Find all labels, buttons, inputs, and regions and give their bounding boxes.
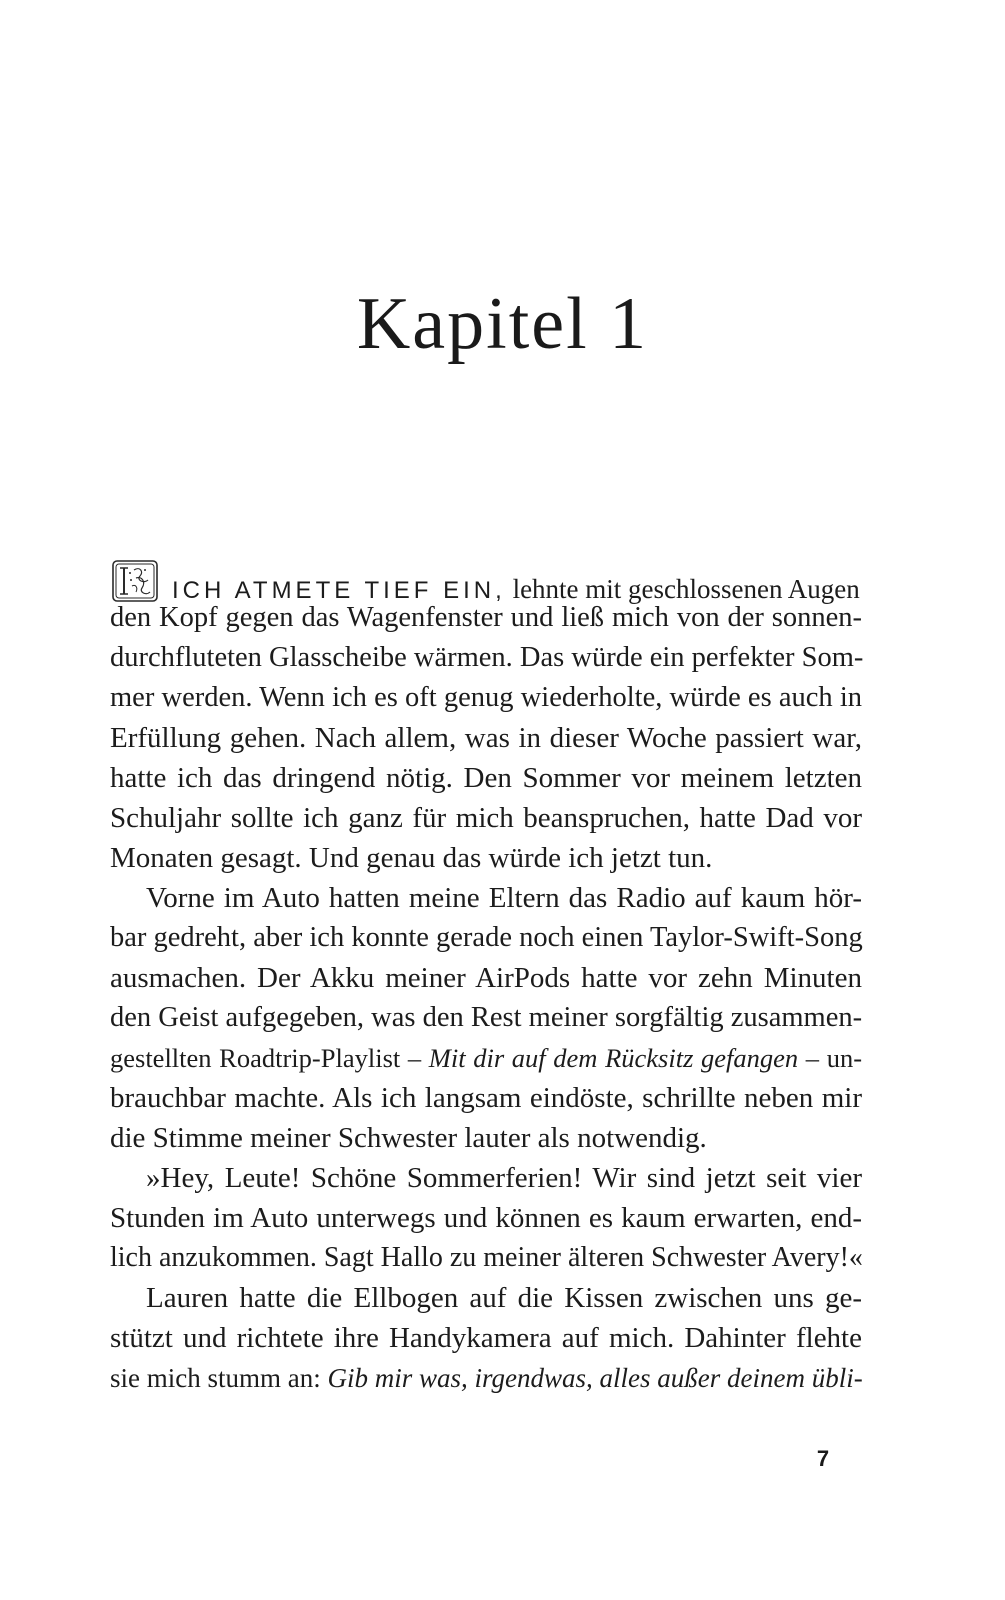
lead-in-smallcaps: ICH ATMETE TIEF EIN, <box>172 577 506 604</box>
paragraph-3-line-1: »Hey, Leute! Schöne Sommerferien! Wir sind jetzt seit vier <box>146 1162 862 1194</box>
paragraph-4-line-2: stützt und richtete ihre Handykamera auf mich. Dahinter flehte <box>110 1322 862 1354</box>
paragraph-1-line-1 <box>110 558 862 604</box>
paragraph-2-line-2: bar gedreht, aber ich konnte gerade noch einen Taylor-Swift-Song <box>110 922 863 953</box>
paragraph-2-line-7: die Stimme meiner Schwester lauter als notwendig. <box>110 1122 707 1154</box>
paragraph-1-line-3: durchfluteten Glasscheibe wärmen. Das würde ein perfekter Som- <box>110 642 864 673</box>
paragraph-1-line-7: Schuljahr sollte ich ganz für mich beanspruchen, hatte Dad vor <box>110 802 862 834</box>
playlist-title: Mit dir auf dem Rücksitz gefangen <box>428 1043 799 1073</box>
paragraph-3-line-2: Stunden im Auto unterwegs und können es kaum erwarten, end- <box>110 1202 862 1234</box>
paragraph-1-line-8: Monaten gesagt. Und genau das würde ich jetzt tun. <box>110 842 713 874</box>
text-fragment: lehnte mit geschlossenen Augen <box>505 574 860 604</box>
paragraph-1-line-5: Erfüllung gehen. Nach allem, was in dieser Woche passiert war, <box>110 722 862 754</box>
paragraph-1-line-4: mer werden. Wenn ich es oft genug wiederholte, würde es auch in <box>110 682 862 713</box>
text-fragment: – un- <box>798 1043 863 1073</box>
paragraph-2-line-4: den Geist aufgegeben, was den Rest meiner sorgfältig zusammen- <box>110 1002 863 1033</box>
paragraph-2-line-5 <box>110 1038 862 1078</box>
paragraph-1-line-6: hatte ich das dringend nötig. Den Sommer vor meinem letzten <box>110 762 862 794</box>
body-text <box>110 558 862 1398</box>
text-fragment: gestellten Roadtrip-Playlist – <box>110 1043 429 1073</box>
paragraph-4-line-3 <box>110 1358 862 1398</box>
chapter-title: Kapitel 1 <box>356 283 649 365</box>
page-number: 7 <box>816 1446 830 1471</box>
paragraph-3-line-3: lich anzukommen. Sagt Hallo zu meiner älteren Schwester Avery!« <box>110 1242 863 1273</box>
paragraph-2-line-6: brauchbar machte. Als ich langsam eindöste, schrillte neben mir <box>110 1082 862 1114</box>
text-fragment: sie mich stumm an: <box>110 1363 328 1393</box>
paragraph-2-line-1: Vorne im Auto hatten meine Eltern das Radio auf kaum hör- <box>146 882 862 914</box>
italic-thought: Gib mir was, irgendwas, alles außer deinem übli- <box>327 1363 863 1393</box>
paragraph-4-line-1: Lauren hatte die Ellbogen auf die Kissen zwischen uns ge- <box>146 1282 862 1314</box>
paragraph-1-line-2: den Kopf gegen das Wagenfenster und ließ mich von der sonnen- <box>110 602 862 633</box>
paragraph-2-line-3: ausmachen. Der Akku meiner AirPods hatte vor zehn Minuten <box>110 962 862 994</box>
